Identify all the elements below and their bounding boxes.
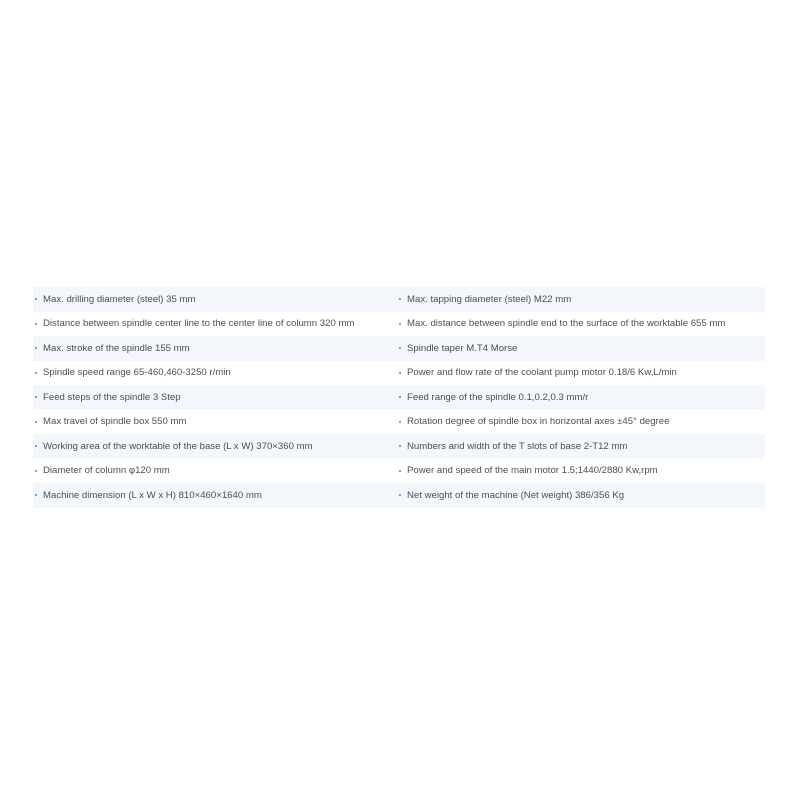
spec-text: Diameter of column φ120 mm (43, 465, 170, 477)
spec-text: Rotation degree of spindle box in horizontal axes ±45° degree (407, 416, 670, 428)
spec-cell (33, 385, 397, 410)
spec-cell (33, 483, 397, 508)
spec-text: Machine dimension (L x W x H) 810×460×1640 mm (43, 489, 262, 501)
spec-text: Max. drilling diameter (steel) 35 mm (43, 293, 196, 305)
bullet-dot-icon (35, 445, 37, 447)
spec-text: Spindle taper M.T4 Morse (407, 342, 518, 354)
spec-text: Max. tapping diameter (steel) M22 mm (407, 293, 572, 305)
spec-cell (397, 361, 765, 386)
table-row (33, 434, 765, 459)
bullet-dot-icon (399, 396, 401, 398)
bullet-dot-icon (35, 494, 37, 496)
spec-text: Working area of the worktable of the base (L x W) 370×360 mm (43, 440, 313, 452)
bullet-dot-icon (399, 470, 401, 472)
spec-text: Power and flow rate of the coolant pump motor 0.18/6 Kw,L/min (407, 367, 677, 379)
bullet-dot-icon (399, 298, 401, 300)
spec-table (33, 287, 765, 508)
spec-text: Net weight of the machine (Net weight) 386/356 Kg (407, 489, 625, 501)
spec-cell (397, 312, 765, 337)
spec-cell (33, 410, 397, 435)
table-row (33, 410, 765, 435)
bullet-dot-icon (35, 372, 37, 374)
spec-text: Feed range of the spindle 0.1,0.2,0.3 mm/r (407, 391, 589, 403)
bullet-dot-icon (35, 298, 37, 300)
spec-text: Max. distance between spindle end to the surface of the worktable 655 mm (407, 318, 726, 330)
spec-cell (397, 410, 765, 435)
bullet-dot-icon (399, 494, 401, 496)
spec-text: Distance between spindle center line to the center line of column 320 mm (43, 318, 355, 330)
spec-cell (33, 312, 397, 337)
table-row (33, 483, 765, 508)
table-row (33, 287, 765, 312)
spec-cell (33, 287, 397, 312)
spec-text: Max travel of spindle box 550 mm (43, 416, 187, 428)
bullet-dot-icon (399, 347, 401, 349)
spec-cell (397, 459, 765, 484)
table-row (33, 312, 765, 337)
bullet-dot-icon (399, 323, 401, 325)
spec-cell (33, 434, 397, 459)
spec-cell (397, 336, 765, 361)
table-row (33, 361, 765, 386)
bullet-dot-icon (399, 372, 401, 374)
spec-cell (397, 483, 765, 508)
spec-cell (397, 434, 765, 459)
bullet-dot-icon (35, 470, 37, 472)
table-row (33, 336, 765, 361)
spec-text: Feed steps of the spindle 3 Step (43, 391, 181, 403)
table-row (33, 459, 765, 484)
bullet-dot-icon (35, 396, 37, 398)
spec-text: Max. stroke of the spindle 155 mm (43, 342, 190, 354)
spec-cell (397, 287, 765, 312)
spec-cell (33, 459, 397, 484)
spec-text: Numbers and width of the T slots of base 2-T12 mm (407, 440, 628, 452)
spec-text: Spindle speed range 65-460,460-3250 r/min (43, 367, 231, 379)
bullet-dot-icon (35, 347, 37, 349)
spec-cell (33, 361, 397, 386)
bullet-dot-icon (399, 421, 401, 423)
bullet-dot-icon (399, 445, 401, 447)
spec-cell (397, 385, 765, 410)
spec-text: Power and speed of the main motor 1.5;1440/2880 Kw,rpm (407, 465, 658, 477)
spec-cell (33, 336, 397, 361)
bullet-dot-icon (35, 323, 37, 325)
table-row (33, 385, 765, 410)
bullet-dot-icon (35, 421, 37, 423)
